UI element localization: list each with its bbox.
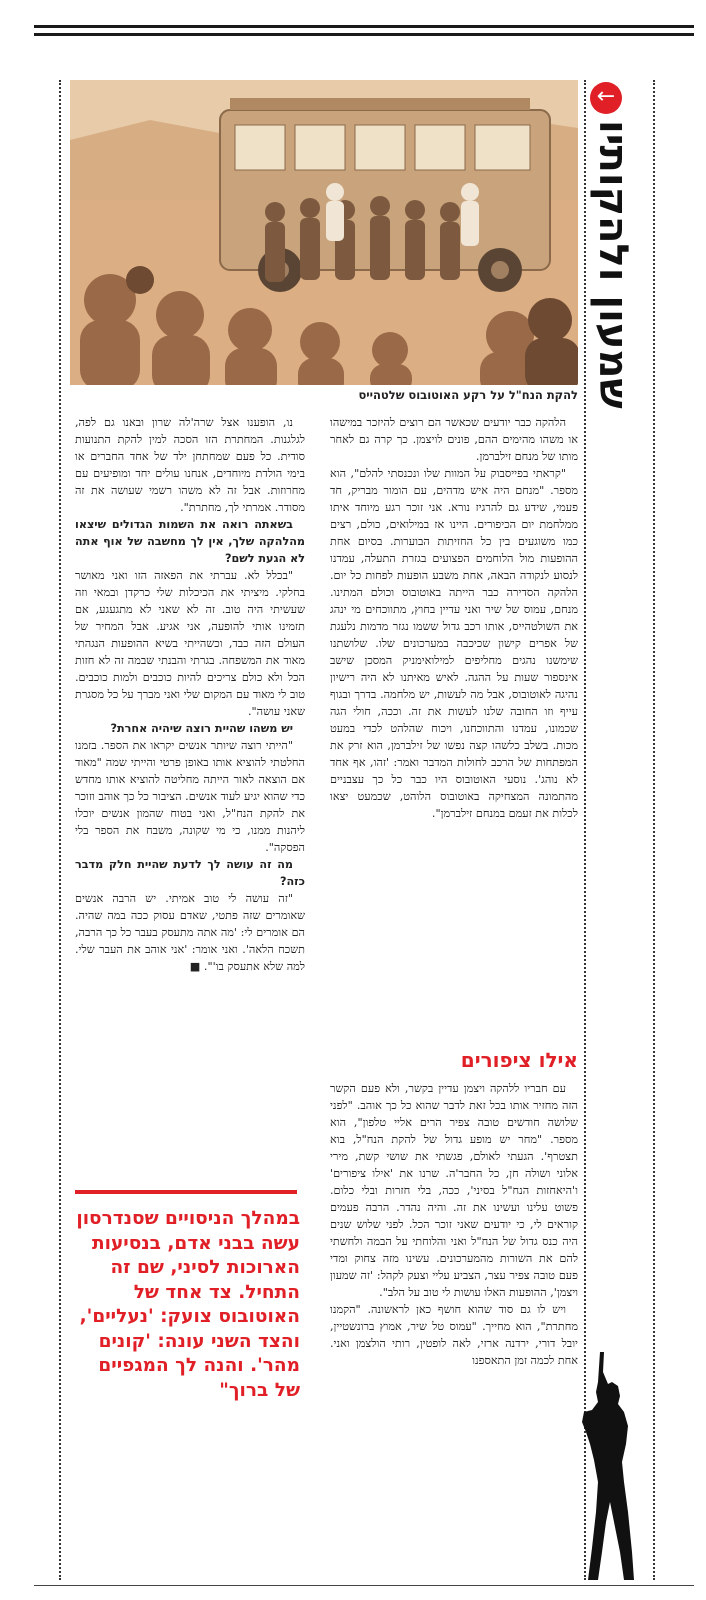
subheading: אילו ציפורים (460, 1048, 578, 1072)
bus-photo-illustration (70, 80, 578, 385)
dancer-silhouette-icon (578, 1352, 634, 1584)
pull-quote-rule (75, 1190, 297, 1194)
top-rule-second (34, 33, 694, 36)
interview-question: יש משהו שהיית רוצה שיהיה אחרת? (110, 722, 293, 735)
photo-caption: להקת הנח"ל על רקע האוטובוס שלטהייס (358, 388, 578, 402)
bus-photo (70, 80, 578, 385)
bottom-rule (34, 1585, 694, 1586)
back-arrow-icon[interactable]: ← (590, 82, 622, 114)
paragraph: "זה עושה לי טוב אמיתי. יש הרבה אנשים שאומרים שזה פתטי, שאדם עסוק ככה במה שהיה. הם אומרים לי: 'מה אתה מתעסק בעבר כל כך הרבה, תשכח הלאה'. ואני אומר: 'אני אוהב את העבר שלי. למה שלא אתעסק בו'". ■ (75, 892, 305, 973)
right-dotted-rule (653, 80, 655, 1580)
top-rule (34, 25, 694, 28)
left-dotted-rule (59, 80, 61, 1580)
paragraph: הלהקה כבר יודעים שכאשר הם רוצים להיזכר במישהו או משהו מהימים ההם, פונים לויצמן. כך קרה גם לאחר מותו של מנחם זילברמן. (330, 416, 578, 463)
interview-question: מה זה עושה לך לדעת שהיית חלק מדבר כזה? (75, 858, 305, 888)
section-title: שמעון ולהקותיו (590, 120, 636, 409)
paragraph: "בכלל לא. עברתי את הפאזה הזו ואני מאושר בחלקי. מיציתי את הכיכלות שלי כרקדן ובמאי וזה שעשיתי היה טוב. זה לא שאני לא מתגעגע, אם תזמינו אותי להופעה, אני אגיע. אבל המחיר של העולם הזה כבד, וכשהייתי בשיא ההופעות הנגהתי מאוד את המשפחה. בגרתי והבנתי שבמה זה לא חזות הכל ולא כולם צריכים להיות כוכבים ולמות כוכבים. טוב לי מאוד עם המקום שלי ואני מברך על כל מסגרת שאני עושה". (75, 569, 305, 718)
article-column-right-bottom (330, 1080, 578, 1580)
paragraph: "קראתי בפייסבוק על המוות שלו ונכנסתי להלם", הוא מספר. "מנחם היה איש מדהים, עם הומור מבריק, חד פעמי, שידע גם להרגיז נורא. אני זוכר רגע מיוחד איתו ממלחמת יום הכיפורים. היינו אז במילואים, כולם, רצים כמו משוגעים בין כל החזיתות הבוערות. בסיום אחת ההופעות מול הלוחמים הפצועים בגזרת התעלה, עמדנו לנסוע לנקודה הבאה, אחת משבע הופעות לפחות כל יום. הלהקה הסדירה כבר הייתה באוטובוס וכולם המתינו. מנחם, עמוס של שיר ואני עדיין בחוץ, מתווכחים מי ינהג את השולטהייס, אותו רכב גדול ששמו נגזר מדמות נלעגת של אפרים קישון שכיכבה במערכונים שלו. שלושתנו שימשנו נהגים מחליפים למילואימניק המסכן שישב אינספור שעות על ההגה. לאיש מאיתנו לא היה רישיון נהיגה לאוטובוס, אבל מה לעשות, יש מלחמה. בדרך ובגוף עייף וזו החובה שלנו לעשות את זה. וככה, חולי הגה שכמונו, עמדנו והתווכחנו, ויכוח שהלהט לכדי במעט מכות. בשלב כלשהו קצה נפשו של זילברמן, הוא זרק את המפתחות של הרכב לחולות המדבר ואמר: 'זהו, אף אחד לא נוהג'. נוסעי האוטובוס היו כבר כל כך עצבניים מהתמונה המצחיקה באוטובוס הלוהט, שכמעט יצאו לכלות את זעמם במנחם זילברמן". (330, 467, 578, 820)
paragraph: עם חבריו ללהקה ויצמן עדיין בקשר, ולא פעם הקשר הזה מחזיר אותו בכל זאת לדבר שהוא כל כך אוהב. "לפני שלושה חודשים טובה צפיר הרים אליי טלפון", הוא מספר. "מחר יש מופע גדול של להקת הנח"ל, בוא תצטרף'. הגעתי לאולם, פגשתי את שושי קשת, מירי אלוני ושולה חן, כל החבר'ה. שרנו את 'אילו ציפורים' ו'היאחזות הנח"ל בסיני', ככה, בלי חזרות ובלי כלום. פשוט עלינו ועשינו את זה. והיה נהדר. הרבה פעמים קוראים לי, כי יודעים שאני זוכר הכל. לפני שלוש שנים היה כנס גדול של הנח"ל ואני והלוחתי על הבמה ולחשתי להם את השורות מהמערכונים. עשינו מזה צחוק ומדי פעם טובה צפיר עצר, הצביע עליי וצעק לקהל: 'זה שמעון ויצמן', ההופעות האלו עושות לי טוב על הלב". (330, 1082, 578, 1299)
interview-question: בשאתה רואה את השמות הגדולים שיצאו מהלהקה שלך, אין לך מחשבה של אוף אתה לא הגעת לשם? (75, 518, 305, 565)
paragraph: "הייתי רוצה שיותר אנשים יקראו את הספר. בזמנו החלטתי להוציא אותו באופן פרטי והייתי שמה "מאוד אם הוצאה לאור הייתה מחליטה להוציא אותו מחדש כדי שהוא יגיע לעוד אנשים. הציבור כל כך אוהב וזוכר את להקת הנח"ל, ואני בטוח שהמון אנשים יוכלו ליהנות ממנו, כי מי שקונה, משבח את הספר בלי הפסקה". (75, 739, 305, 854)
paragraph: ויש לו גם סוד שהוא חושף כאן לראשונה. "הקמנו מחתרת", הוא מחייך. "עמוס טל שיר, אמוץ ברונשטיין, יובל דורי, ירדנה ארזי, לאה לופטין, רותי הולצמן ואני. אחת לכמה זמן התאספנו (330, 1303, 578, 1367)
article-column-left (75, 414, 305, 1176)
paragraph: נו, הופענו אצל שרה'לה שרון ובאנו גם לפה, לגלגנות. המחתרת הזו הסכה למין להקת התנועות סודית. כל פעם שמחתחן ילד של אחד החברים או בימי הולדת מיוחדים, אנחנו עולים יחד ומופיעים עם מחרוזות. אבל זה לא משהו רשמי שעושה את זה מסודר. אמרתי לך, מחתרת". (75, 416, 305, 514)
pull-quote: במהלך הניסויים שסנדרסון עשה בבני אדם, בנסיעות הארוכות לסיני, שם זה התחיל. צד אחד של האוטובוס צועק: 'נעליים', והצד השני עונה: 'קונים מהר'. והנה לך המגפיים של ברוך" (76, 1208, 300, 1401)
article-column-right-top (330, 414, 578, 1039)
